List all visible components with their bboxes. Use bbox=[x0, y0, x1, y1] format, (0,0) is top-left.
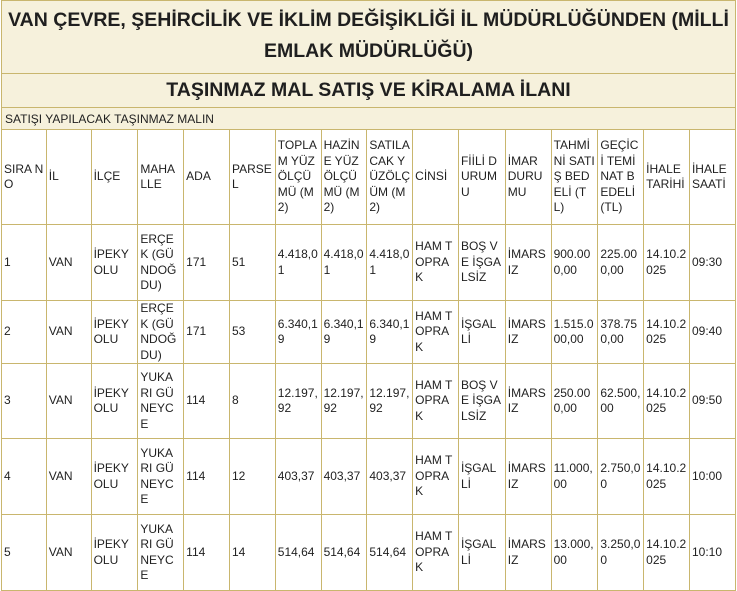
table-cell: 4.418,01 bbox=[321, 225, 367, 301]
column-header: TAHMİNİ SATIŞ BEDELİ (TL) bbox=[551, 130, 598, 225]
column-header: İMAR DURUMU bbox=[505, 130, 551, 225]
table-cell: 514,64 bbox=[275, 515, 321, 591]
table-cell: 09:50 bbox=[689, 364, 735, 439]
table-cell: 6.340,19 bbox=[321, 301, 367, 364]
table-cell: VAN bbox=[46, 364, 91, 439]
column-header: GEÇİCİ TEMİNAT BEDELİ (TL) bbox=[598, 130, 644, 225]
table-cell: 403,37 bbox=[275, 439, 321, 515]
announcement-subtitle: TAŞINMAZ MAL SATIŞ VE KİRALAMA İLANI bbox=[2, 74, 736, 108]
table-cell: VAN bbox=[46, 439, 91, 515]
column-header: ADA bbox=[184, 130, 230, 225]
table-cell: 4.418,01 bbox=[275, 225, 321, 301]
table-cell: İŞGALLİ bbox=[458, 301, 505, 364]
table-cell: 14.10.2025 bbox=[644, 225, 690, 301]
column-header: CİNSİ bbox=[413, 130, 459, 225]
table-cell: 12 bbox=[229, 439, 275, 515]
table-cell: 10:10 bbox=[689, 515, 735, 591]
table-cell: İPEKYOLU bbox=[91, 439, 138, 515]
table-cell: HAM TOPRAK bbox=[413, 301, 459, 364]
table-cell: İPEKYOLU bbox=[91, 301, 138, 364]
table-row bbox=[2, 515, 736, 591]
table-cell: 11.000,00 bbox=[551, 439, 598, 515]
table-cell: İMARSIZ bbox=[505, 515, 551, 591]
table-cell: 6.340,19 bbox=[367, 301, 413, 364]
table-cell: İŞGALLİ bbox=[458, 515, 505, 591]
table-cell: 378.750,00 bbox=[598, 301, 644, 364]
table-cell: VAN bbox=[46, 515, 91, 591]
table-cell: 2 bbox=[2, 301, 47, 364]
table-cell: İPEKYOLU bbox=[91, 225, 138, 301]
table-cell: İMARSIZ bbox=[505, 301, 551, 364]
table-cell: YUKARI GÜNEYCE bbox=[138, 364, 184, 439]
table-cell: VAN bbox=[46, 301, 91, 364]
column-header: HAZİNE YÜZÖLÇÜMÜ (M2) bbox=[321, 130, 367, 225]
table-cell: 171 bbox=[184, 225, 230, 301]
table-cell: 1 bbox=[2, 225, 47, 301]
table-cell: YUKARI GÜNEYCE bbox=[138, 439, 184, 515]
column-header: İHALE TARİHİ bbox=[644, 130, 690, 225]
table-row bbox=[2, 364, 736, 439]
table-cell: 12.197,92 bbox=[275, 364, 321, 439]
table-cell: 514,64 bbox=[321, 515, 367, 591]
table-cell: ERÇEK (GÜNDOĞDU) bbox=[138, 301, 184, 364]
table-cell: 114 bbox=[184, 515, 230, 591]
table-cell: 13.000,00 bbox=[551, 515, 598, 591]
table-caption: SATIŞI YAPILACAK TAŞINMAZ MALIN bbox=[2, 108, 736, 130]
table-cell: 14.10.2025 bbox=[644, 515, 690, 591]
table-cell: 4 bbox=[2, 439, 47, 515]
table-row bbox=[2, 225, 736, 301]
table-cell: 8 bbox=[229, 364, 275, 439]
table-cell: İŞGALLİ bbox=[458, 439, 505, 515]
table-cell: 51 bbox=[229, 225, 275, 301]
table-cell: İPEKYOLU bbox=[91, 515, 138, 591]
table-cell: 114 bbox=[184, 439, 230, 515]
table-header-row bbox=[2, 130, 736, 225]
column-header: İLÇE bbox=[91, 130, 138, 225]
table-cell: 3.250,00 bbox=[598, 515, 644, 591]
announcement-table bbox=[1, 0, 736, 591]
column-header: PARSEL bbox=[229, 130, 275, 225]
announcement-title: VAN ÇEVRE, ŞEHİRCİLİK VE İKLİM DEĞİŞİKLİĞİ İL MÜDÜRLÜĞÜNDEN (MİLLİ EMLAK MÜDÜRLÜĞÜ) bbox=[2, 1, 736, 74]
table-row bbox=[2, 439, 736, 515]
table-cell: 14.10.2025 bbox=[644, 301, 690, 364]
table-cell: İMARSIZ bbox=[505, 364, 551, 439]
table-cell: BOŞ VE İŞGALSİZ bbox=[458, 225, 505, 301]
table-cell: VAN bbox=[46, 225, 91, 301]
table-cell: 403,37 bbox=[321, 439, 367, 515]
table-cell: 5 bbox=[2, 515, 47, 591]
table-cell: 1.515.000,00 bbox=[551, 301, 598, 364]
column-header: SATILACAK YÜZÖLÇÜM (M2) bbox=[367, 130, 413, 225]
table-row bbox=[2, 301, 736, 364]
table-cell: 14.10.2025 bbox=[644, 439, 690, 515]
table-cell: HAM TOPRAK bbox=[413, 225, 459, 301]
column-header: TOPLAM YÜZÖLÇÜMÜ (M2) bbox=[275, 130, 321, 225]
table-cell: 4.418,01 bbox=[367, 225, 413, 301]
column-header: FİİLİ DURUMU bbox=[458, 130, 505, 225]
table-cell: 10:00 bbox=[689, 439, 735, 515]
table-cell: 171 bbox=[184, 301, 230, 364]
table-cell: 53 bbox=[229, 301, 275, 364]
table-cell: İMARSIZ bbox=[505, 225, 551, 301]
table-cell: 12.197,92 bbox=[367, 364, 413, 439]
column-header: SIRA NO bbox=[2, 130, 47, 225]
table-cell: 09:40 bbox=[689, 301, 735, 364]
table-cell: 14.10.2025 bbox=[644, 364, 690, 439]
column-header: İHALE SAATİ bbox=[689, 130, 735, 225]
table-cell: 3 bbox=[2, 364, 47, 439]
table-cell: HAM TOPRAK bbox=[413, 439, 459, 515]
table-cell: 900.000,00 bbox=[551, 225, 598, 301]
table-cell: ERÇEK (GÜNDOĞDU) bbox=[138, 225, 184, 301]
table-cell: 62.500,00 bbox=[598, 364, 644, 439]
table-cell: HAM TOPRAK bbox=[413, 364, 459, 439]
table-cell: İPEKYOLU bbox=[91, 364, 138, 439]
table-cell: 14 bbox=[229, 515, 275, 591]
table-cell: 114 bbox=[184, 364, 230, 439]
table-cell: 403,37 bbox=[367, 439, 413, 515]
table-cell: 09:30 bbox=[689, 225, 735, 301]
table-cell: YUKARI GÜNEYCE bbox=[138, 515, 184, 591]
column-header: İL bbox=[46, 130, 91, 225]
table-cell: 514,64 bbox=[367, 515, 413, 591]
table-cell: 12.197,92 bbox=[321, 364, 367, 439]
table-cell: 225.000,00 bbox=[598, 225, 644, 301]
table-cell: BOŞ VE İŞGALSİZ bbox=[458, 364, 505, 439]
table-cell: İMARSIZ bbox=[505, 439, 551, 515]
table-cell: 250.000,00 bbox=[551, 364, 598, 439]
table-cell: 2.750,00 bbox=[598, 439, 644, 515]
column-header: MAHALLE bbox=[138, 130, 184, 225]
table-cell: 6.340,19 bbox=[275, 301, 321, 364]
table-cell: HAM TOPRAK bbox=[413, 515, 459, 591]
